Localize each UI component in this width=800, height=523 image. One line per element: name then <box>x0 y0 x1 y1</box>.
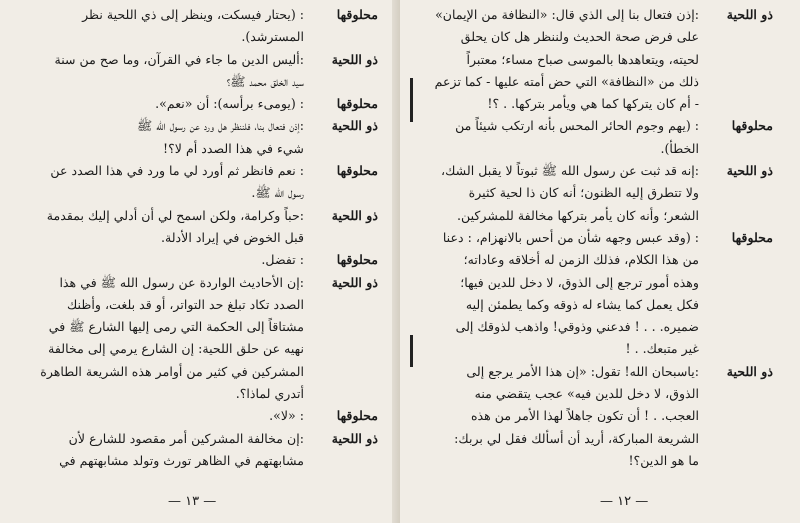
speaker-name: ذو اللحية <box>331 274 378 290</box>
text-line <box>428 361 773 383</box>
text-line <box>428 71 773 93</box>
text-line <box>16 26 378 48</box>
speaker-name: محلوقها <box>336 163 378 179</box>
line-text: أتدري لماذا؟. <box>235 386 304 402</box>
line-text: : (يحتار فيسكت، وينظر إلى ذي اللحية نظر <box>82 7 304 22</box>
line-text: لحيته، ويتعاهدها بالموسى صباح مساء؛ معتبراً <box>466 51 699 67</box>
right-page <box>400 0 800 523</box>
speaker-name: محلوقها <box>336 7 378 22</box>
speaker-name: ذو اللحية <box>726 7 773 22</box>
text-line <box>428 450 773 472</box>
text-line <box>428 138 773 160</box>
line-text: وهذه أمور ترجع إلى الذوق، لا دخل للدين فيها؛ <box>460 274 699 290</box>
text-line <box>428 272 773 294</box>
line-text: غير متبعك. . ! <box>625 341 699 357</box>
speaker-name: محلوقها <box>731 229 773 245</box>
speaker-name: ذو اللحية <box>331 118 378 134</box>
text-line <box>16 93 378 115</box>
binding-mark-top <box>410 78 413 122</box>
line-text: - أم كان يتركها كما هي ويأمر بتركها. . ؟! <box>487 96 699 112</box>
text-line <box>16 115 378 137</box>
text-line <box>16 160 378 182</box>
line-text: مشابهتهم في الظاهر تورث وتولد مشابهتهم في <box>59 452 304 468</box>
line-text: : نعم فانظر ثم أورد لي ما ورد في هذا الصدد عن <box>50 163 304 179</box>
speaker-name: محلوقها <box>336 408 378 424</box>
text-line <box>428 249 773 271</box>
line-text: سيد الخلق محمد ﷺ؟ <box>226 73 304 89</box>
speaker-name: محلوقها <box>336 252 378 268</box>
line-text: :ياسبحان الله! تقول: «إن هذا الأمر يرجع إلى <box>466 363 699 379</box>
text-line <box>428 294 773 316</box>
line-text: رسول الله ﷺ. <box>251 185 304 201</box>
text-line <box>428 26 773 48</box>
text-line <box>428 383 773 405</box>
line-text: : تفضل. <box>261 252 304 268</box>
text-line <box>16 272 378 294</box>
line-text: الصدد تكاد تبلغ حد التواتر، أو قد بلغت، وأظنك <box>66 296 304 312</box>
text-line <box>16 49 378 71</box>
text-line <box>16 383 378 405</box>
text-line <box>16 294 378 316</box>
text-line <box>428 182 773 204</box>
speaker-name: ذو اللحية <box>331 430 378 446</box>
speaker-name: ذو اللحية <box>726 163 773 179</box>
line-text: : (وقد عبس وجهه شأن من أحس بالانهزام، : دعنا <box>442 229 699 245</box>
right-page-number: — ١٢ — <box>600 494 649 509</box>
text-line <box>16 450 378 472</box>
line-text: المسترشد). <box>241 29 304 45</box>
text-line <box>16 227 378 249</box>
right-page-text <box>428 4 773 472</box>
text-line <box>428 428 773 450</box>
speaker-name: محلوقها <box>336 96 378 112</box>
speaker-name: محلوقها <box>731 118 773 134</box>
line-text: الشريعة المباركة، أريد أن أسألك فقل لي بربك: <box>454 430 699 446</box>
text-line <box>428 115 773 137</box>
speaker-name: ذو اللحية <box>726 363 773 379</box>
text-line <box>16 428 378 450</box>
text-line <box>428 49 773 71</box>
line-text: : (يومىء برأسه): أن «نعم». <box>155 96 304 112</box>
line-text: العجب. . ! أن تكون جاهلاً لهذا الأمر من هذه <box>470 408 699 424</box>
text-line <box>428 227 773 249</box>
line-text: :إن مخالفة المشركين أمر مقصود للشارع لأن <box>68 430 304 446</box>
line-text: الشعر؛ وأنه كان يأمر بتركها مخالفة للمشركين. <box>457 207 699 223</box>
text-line <box>16 138 378 160</box>
line-text: نهيه عن حلق اللحية: إن الشارع يرمي إلى مخالفة <box>48 341 304 357</box>
line-text: :إنه قد ثبت عن رسول الله ﷺ ثبوتاً لا يقبل الشك، <box>441 163 699 179</box>
text-line <box>428 4 773 26</box>
line-text: :إذن فتعال بنا إلى الذي قال: «النظافة من الإيمان» <box>435 7 699 22</box>
text-line <box>16 249 378 271</box>
left-page-number: — ١٣ — <box>168 494 217 509</box>
text-line <box>16 205 378 227</box>
text-line <box>428 160 773 182</box>
speaker-name: ذو اللحية <box>331 51 378 67</box>
text-line <box>16 4 378 26</box>
line-text: ما هو الدين؟! <box>628 452 699 468</box>
text-line <box>428 205 773 227</box>
line-text: المشركين في كثير من أوامر هذه الشريعة الطاهرة <box>40 363 304 379</box>
line-text: ضميره. . . ! فدعني وذوقي! واذهب لذوقك إلى <box>455 319 699 335</box>
text-line <box>16 361 378 383</box>
line-text: ولا تتطرق إليه الظنون؛ أنه كان ذا لحية كثيرة <box>468 185 699 201</box>
speaker-name: ذو اللحية <box>331 207 378 223</box>
text-line <box>16 338 378 360</box>
text-line <box>428 93 773 115</box>
binding-mark-bottom <box>410 335 413 367</box>
text-line <box>428 316 773 338</box>
line-text: : «لا». <box>269 408 304 424</box>
text-line <box>16 182 378 204</box>
line-text: :أليس الدين ما جاء في القرآن، وما صح من سنة <box>54 51 304 67</box>
text-line <box>16 316 378 338</box>
line-text: فكل يعمل كما يشاء له ذوقه وكما يطمئن إليه <box>465 296 699 312</box>
line-text: من هذا الكلام، فذلك الزمن له أخلاقه وعاداته؛ <box>463 252 699 268</box>
text-line <box>16 405 378 427</box>
line-text: :حباً وكرامة، ولكن اسمح لي أن أدلي إليك بمقدمة <box>46 207 304 223</box>
line-text: :إن الأحاديث الواردة عن رسول الله ﷺ في هذا <box>59 274 304 290</box>
line-text: : (يهم وجوم الحائر المحس بأنه ارتكب شيئاً من <box>455 118 699 134</box>
text-line <box>428 338 773 360</box>
line-text: مشتاقاً إلى الحكمة التي رمى إليها الشارع ﷺ في <box>48 319 304 335</box>
line-text: قبل الخوض في إيراد الأدلة. <box>160 229 304 245</box>
line-text: الذوق، لا دخل للدين فيه» عجب يتقضي منه <box>474 386 699 402</box>
line-text: على فرض صحة الحديث ولننظر هل كان يحلق <box>460 29 699 45</box>
line-text: الخطأ). <box>660 140 699 156</box>
line-text: :إذن فتعال بنا، فلننظر هل ورد عن رسول الله ﷺ <box>137 118 304 134</box>
text-line <box>16 71 378 93</box>
line-text: ذلك من «النظافة» التي حض أمته عليها - كما تزعم <box>434 73 699 89</box>
left-page-text <box>16 4 378 472</box>
line-text: شيء في هذا الصدد أم لا؟! <box>163 140 304 156</box>
text-line <box>428 405 773 427</box>
